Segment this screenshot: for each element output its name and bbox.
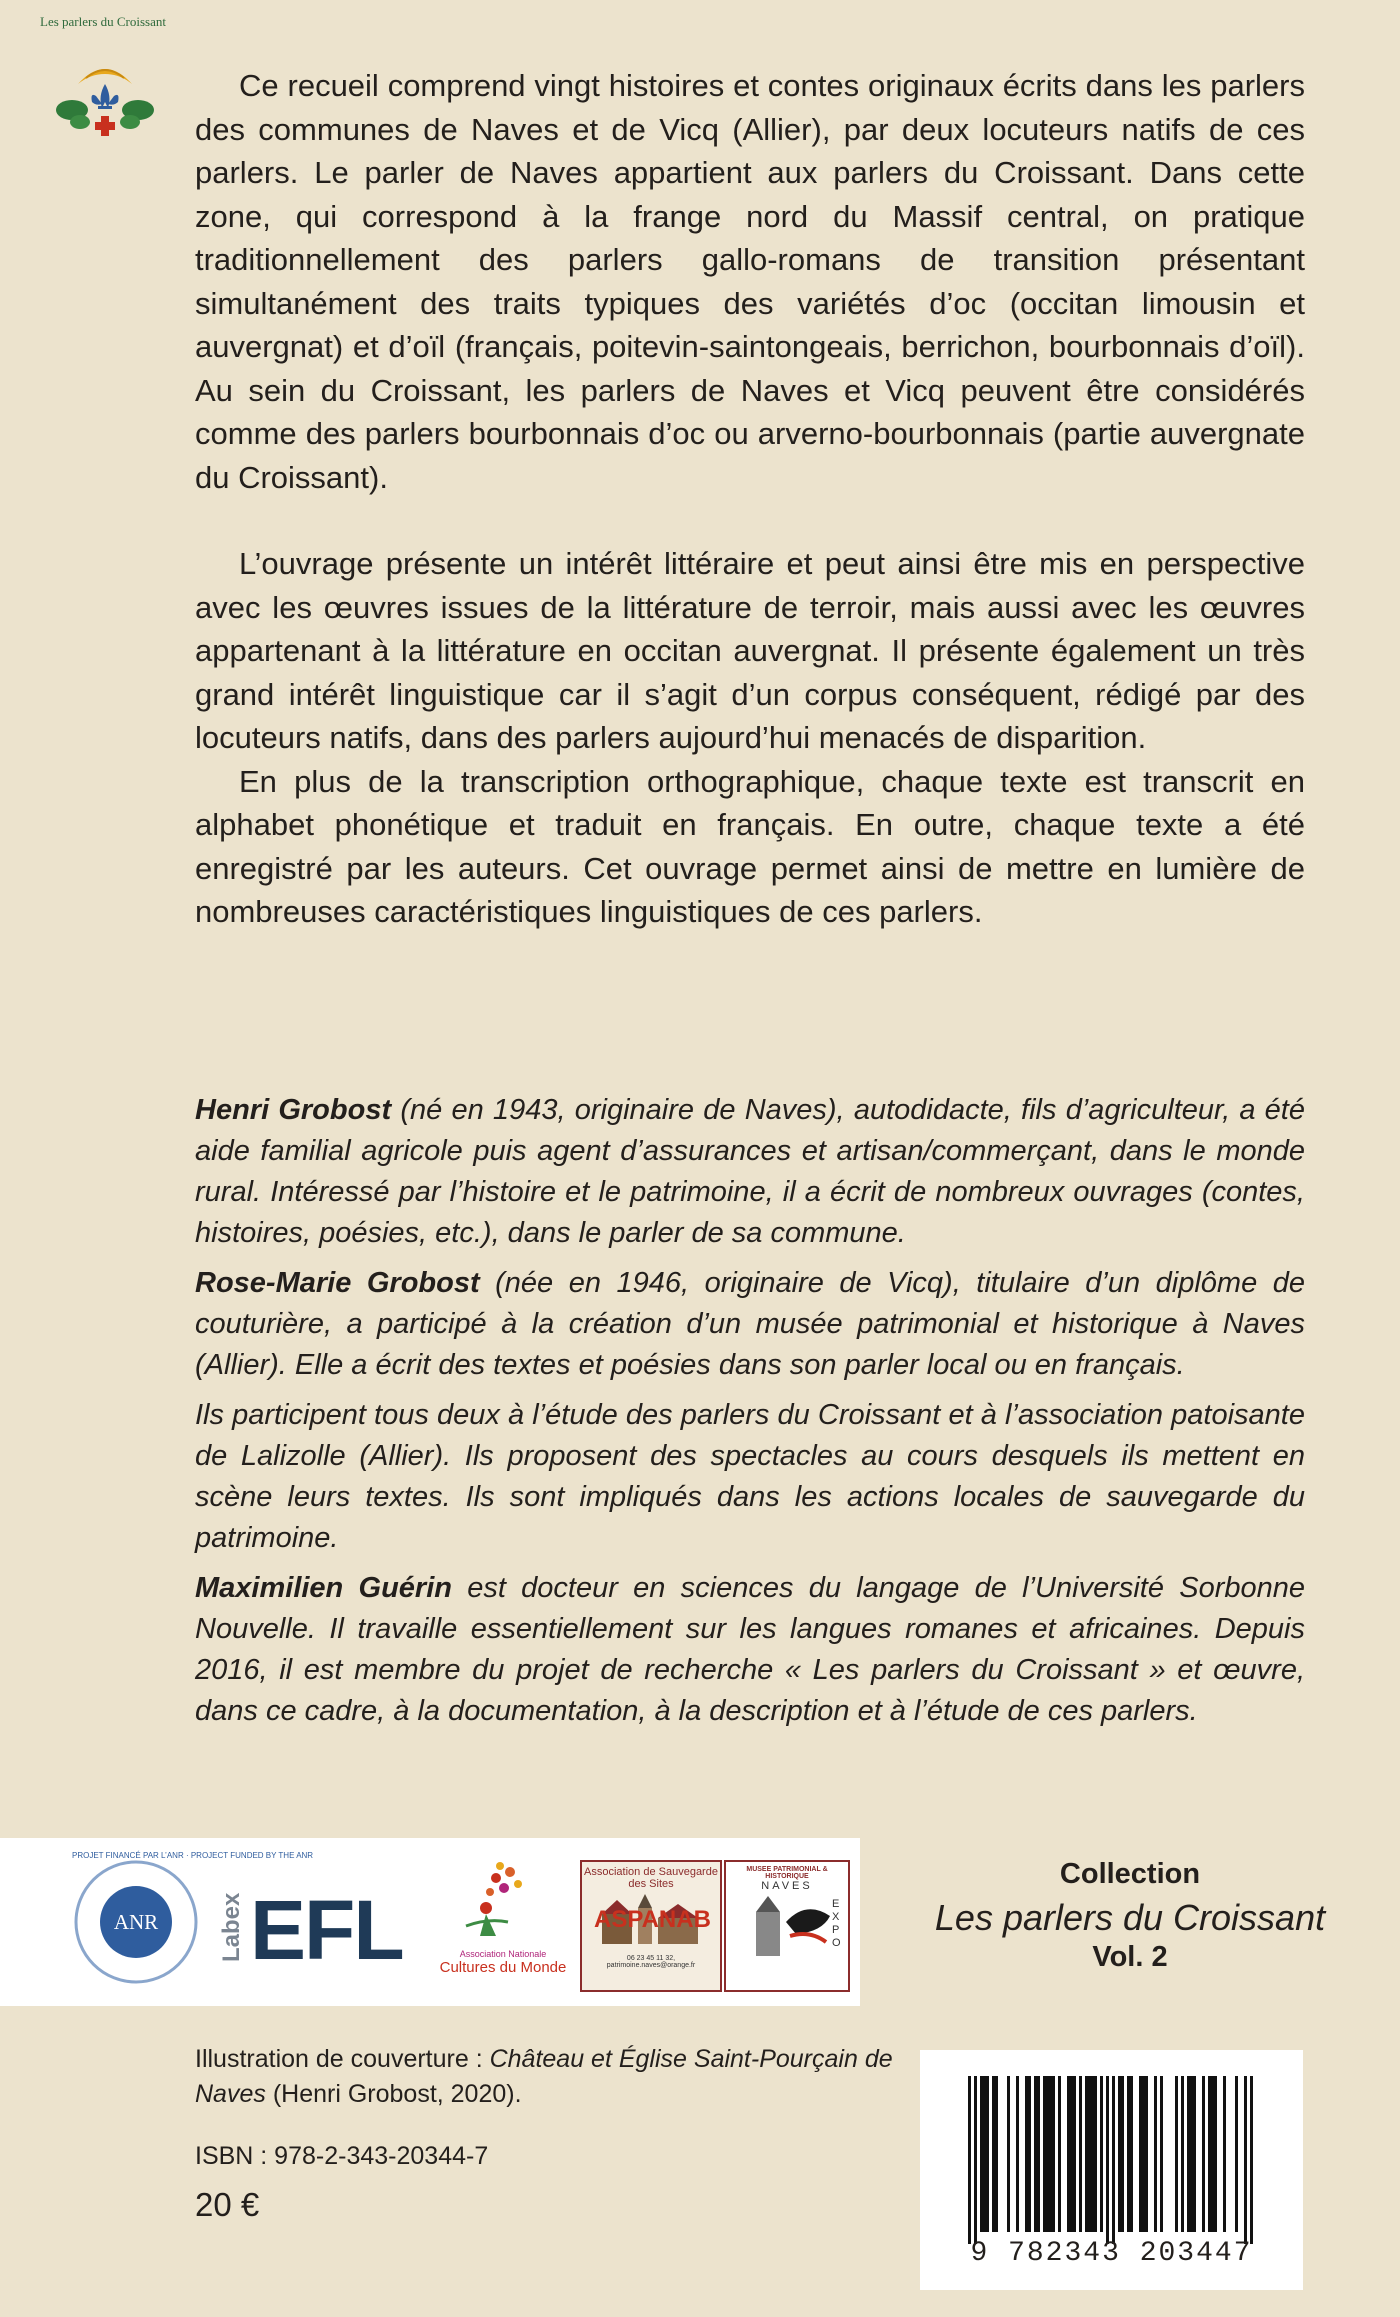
barcode-bar <box>1028 2076 1031 2232</box>
bio-text: (né en 1943, originaire de Naves), autodidacte, fils d’agriculteur, a été aide familial agricole puis agent d’assurances et artisan/commerçant, dans le monde rural. Intéressé par l’histoire et le patrimoine, il a écrit de nombreux ouvrages (contes, histoires, poésies, etc.), dans le parler de sa commune. <box>195 1094 1305 1249</box>
barcode-bar <box>1139 2076 1142 2232</box>
barcode-bar <box>995 2076 998 2232</box>
barcode-bar <box>1079 2076 1082 2232</box>
musee-expo-text: EXPO <box>832 1898 841 1949</box>
barcode-bar <box>1100 2076 1103 2232</box>
barcode-bar <box>1052 2076 1055 2232</box>
barcode-bar <box>1088 2076 1091 2232</box>
collection-label: Collection <box>1059 1858 1201 1890</box>
barcode-bar <box>1187 2076 1190 2232</box>
collection-volume: Vol. 2 <box>1092 1941 1168 1973</box>
barcode-bar <box>1007 2076 1010 2232</box>
barcode-bar <box>1175 2076 1178 2232</box>
bio-maximilien <box>195 1568 1305 1732</box>
musee-title-text: MUSEE PATRIMONIAL & HISTORIQUE <box>746 1866 828 1880</box>
barcode-bar <box>1121 2076 1124 2232</box>
efl-text: EFL <box>250 1883 403 1977</box>
bio-text: Ils participent tous deux à l’étude des parlers du Croissant et à l’association patoisante de Lalizolle (Allier). Ils proposent des spectacles au cours desquels ils mettent en scène leurs textes. Ils sont impliqués dans les actions locales de sauvegarde du patrimoine. <box>195 1399 1305 1554</box>
aspanab-bottom-text: 06 23 45 11 32, patrimoine.naves@orange.fr <box>606 1955 696 1969</box>
anr-ring-text: PROJET FINANCÉ PAR L’ANR · PROJECT FUNDED BY THE ANR <box>72 1851 314 1860</box>
barcode-bar <box>1073 2076 1076 2232</box>
barcode-bar <box>1118 2076 1121 2232</box>
labex-text: Labex <box>218 1892 245 1962</box>
collection-title: Les parlers du Croissant <box>934 1897 1326 1938</box>
museum-church-icon <box>726 1892 848 1962</box>
barcode-bar <box>1244 2076 1247 2244</box>
price: 20 € <box>195 2186 260 2223</box>
bio-author-name: Maximilien Guérin <box>195 1572 452 1604</box>
barcode-bar <box>1025 2076 1028 2232</box>
barcode-bar <box>980 2076 983 2232</box>
bio-author-name: Rose-Marie Grobost <box>195 1267 480 1299</box>
bio-text: (née en 1946, originaire de Vicq), titulaire d’un diplôme de couturière, a participé à la création d’un musée patrimonial et historique à Naves (Allier). Elle a écrit des textes et poésies dans son parler local ou en français. <box>195 1267 1305 1381</box>
barcode-bar <box>974 2076 977 2244</box>
author-bios <box>195 1090 1305 1741</box>
credit-title: Château et Église Saint-Pourçain de Naves <box>195 2045 893 2108</box>
barcode-bar <box>1112 2076 1115 2244</box>
barcode-bar <box>1250 2076 1253 2244</box>
series-logo-text: Les parlers du Croissant <box>40 14 167 29</box>
summary-text <box>195 64 1305 934</box>
cultures-du-monde-logo <box>438 1856 568 1991</box>
dancer-icon <box>438 1856 568 1946</box>
barcode-bar <box>1211 2076 1214 2232</box>
barcode-bar <box>1190 2076 1193 2232</box>
anr-center-text: ANR <box>113 1910 159 1934</box>
barcode-bar <box>983 2076 986 2232</box>
bio-henri <box>195 1090 1305 1254</box>
series-logo <box>40 14 170 146</box>
barcode-bar <box>1106 2076 1109 2244</box>
cultures-text: Cultures du Monde <box>439 1959 567 1976</box>
barcode-bar <box>1214 2076 1217 2232</box>
barcode-bar <box>1085 2076 1088 2232</box>
summary-paragraph: L’ouvrage présente un intérêt littéraire et peut ainsi être mis en perspective avec les œuvres issues de la littérature de terroir, mais aussi avec les œuvres appartenant à la littérature en occitan auvergnat. Il présente également un très grand intérêt linguistique car il s’agit d’un corpus conséquent, rédigé par des locuteurs natifs, dans des parlers aujourd’hui menacés de disparition. <box>195 546 1305 755</box>
croissant-logo-icon <box>40 14 170 146</box>
bio-author-name: Henri Grobost <box>195 1094 392 1126</box>
summary-paragraph: Ce recueil comprend vingt histoires et contes originaux écrits dans les parlers des communes de Naves et de Vicq (Allier), par deux locuteurs natifs de ces parlers. Le parler de Naves appartient aux parlers du Croissant. Dans cette zone, qui correspond à la frange nord du Massif central, on pratique traditionnellement des parlers gallo-romans de transition présentant simultanément des traits typiques des variétés d’oc (occitan limousin et auvergnat) et d’oïl (français, poitevin-saintongeais, berrichon, bourbonnais d’oïl). Au sein du Croissant, les parlers de Naves et Vicq peuvent être considérés comme des parlers bourbonnais d’oc ou arverno-bourbonnais (partie auvergnate du Croissant). <box>195 68 1305 495</box>
collection-block <box>920 1858 1340 1974</box>
barcode-bar <box>1070 2076 1073 2232</box>
barcode-bar <box>1049 2076 1052 2232</box>
barcode-bar <box>1091 2076 1094 2232</box>
barcode-bar <box>1181 2076 1184 2232</box>
barcode-bar <box>1160 2076 1163 2232</box>
isbn: ISBN : 978-2-343-20344-7 <box>195 2142 489 2170</box>
barcode-bar <box>968 2076 971 2244</box>
barcode-bar <box>1034 2076 1037 2232</box>
barcode-bar <box>986 2076 989 2232</box>
barcode-bar <box>1094 2076 1097 2232</box>
bio-rose-marie <box>195 1263 1305 1386</box>
barcode-bar <box>1016 2076 1019 2232</box>
barcode-bar <box>1208 2076 1211 2232</box>
barcode-bar <box>1046 2076 1049 2232</box>
aspanab-ring-text: Association de Sauvegarde des Sites <box>584 1866 718 1890</box>
musee-naves-logo <box>724 1860 850 1992</box>
partner-logos <box>0 1838 860 2006</box>
barcode-bar <box>1193 2076 1196 2232</box>
barcode-bar <box>1154 2076 1157 2232</box>
barcode-bar <box>1130 2076 1133 2232</box>
cover-credit <box>195 2042 895 2112</box>
labex-efl-logo <box>218 1883 418 1977</box>
barcode-bar <box>1202 2076 1205 2232</box>
barcode-bar <box>992 2076 995 2232</box>
barcode <box>920 2050 1303 2290</box>
barcode-bar <box>1037 2076 1040 2232</box>
barcode-bar <box>1142 2076 1145 2232</box>
barcode-bar <box>1145 2076 1148 2232</box>
musee-naves-text: NAVES <box>761 1880 813 1892</box>
barcode-bar <box>1043 2076 1046 2232</box>
aspanab-logo <box>580 1860 722 1992</box>
aspanab-text: ASPANAB <box>594 1906 711 1933</box>
bio-text: est docteur en sciences du langage de l’Université Sorbonne Nouvelle. Il travaille essentiellement sur les langues romanes et africaines. Depuis 2016, il est membre du projet de recherche « Les parlers du Croissant » et œuvre, dans ce cadre, à la documentation, à la description et à l’étude de ces parlers. <box>195 1572 1305 1727</box>
barcode-digits: 9 782343 203447 <box>970 2238 1253 2269</box>
barcode-bar <box>1223 2076 1226 2232</box>
barcode-bar <box>1058 2076 1061 2232</box>
barcode-bar <box>1127 2076 1130 2232</box>
bio-both <box>195 1395 1305 1559</box>
barcode-bar <box>1067 2076 1070 2232</box>
credit-prefix: Illustration de couverture : <box>195 2045 490 2073</box>
barcode-bar <box>1235 2076 1238 2232</box>
cultures-small-text: Association Nationale <box>459 1949 547 1959</box>
summary-paragraph: En plus de la transcription orthographique, chaque texte est transcrit en alphabet phonétique et traduit en français. En outre, chaque texte a été enregistré par les auteurs. Cet ouvrage permet ainsi de mettre en lumière de nombreuses caractéristiques linguistiques de ces parlers. <box>195 763 1305 929</box>
credit-suffix: (Henri Grobost, 2020). <box>265 2080 522 2108</box>
